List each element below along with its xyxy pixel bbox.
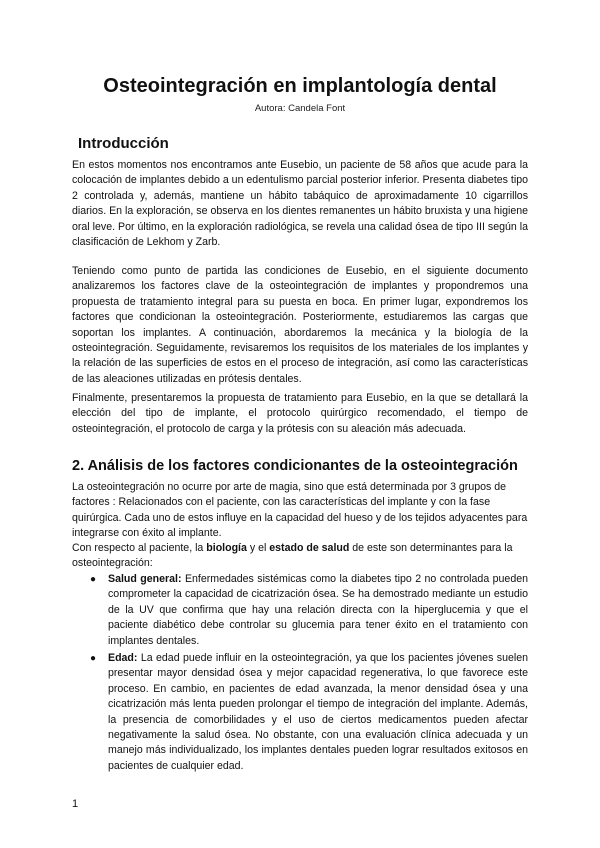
intro-paragraph-1: En estos momentos nos encontramos ante Eusebio, un paciente de 58 años que acude para la colocación de implantes debido a un edentulismo parcial posterior inferior. Presenta diabetes tipo 2 controlada y, además, mantiene un hábito tabáquico de aproximadamente 10 cigarrillos diarios. En la exploración, se observa en los dientes remanentes un hábito bruxista y una higiene oral leve. Por último, en la exploración radiológica, se revela una calidad ósea de tipo III según la clasificación de Lekhom y Zarb.	[72, 159, 528, 249]
section-2-heading: 2. Análisis de los factores condicionantes de la osteointegración	[72, 458, 518, 474]
bullet-text: La edad puede influir en la osteointegración, ya que los pacientes jóvenes suelen presentar mayor densidad ósea y mejor capacidad regenerativa, lo que favorece este proceso. En cambio, en pacientes de edad avanzada, la menor densidad ósea y una cicatrización más lenta pueden prolongar el tiempo de integración del implante. Además, la presencia de comorbilidades y el uso de ciertos medicamentos pueden afectar negativamente la salud ósea. No obstante, con una evaluación clínica adecuada y un manejo más individualizado, los implantes dentales pueden lograr resultados exitosos en pacientes de cualquier edad.	[108, 652, 528, 772]
list-item	[72, 651, 528, 774]
bullet-label: Salud general:	[108, 573, 182, 585]
bold-term-estado-de-salud: estado de salud	[269, 542, 350, 554]
intro-heading: Introducción	[78, 135, 169, 152]
intro-paragraph-3: Finalmente, presentaremos la propuesta de tratamiento para Eusebio, en la que se detallará la elección del tipo de implante, el protocolo quirúrgico recomendado, el tiempo de osteointegración, el protocolo de carga y la prótesis con su aleación más adecuada.	[72, 392, 528, 435]
list-item	[72, 572, 528, 649]
bullet-icon: ●	[90, 574, 97, 585]
bullet-icon: ●	[90, 653, 97, 665]
factor-bullet-list	[72, 572, 528, 776]
section-2-paragraph-2	[72, 541, 528, 572]
bullet-label: Edad:	[108, 652, 138, 665]
bold-term-biologia: biología	[206, 542, 247, 554]
bullet-text: Enfermedades sistémicas como la diabetes tipo 2 no controlada pueden comprometer la capacidad de cicatrización ósea. Se ha demostrado mediante un estudio de la UV que confirma que hay una relación directa con la hiperglucemia y que el paciente diabético debe controlar su glucemia para tener éxito en el tratamiento con implantes dentales.	[108, 573, 529, 647]
paragraph-text: de este son determinantes para la osteointegración:	[72, 542, 513, 570]
page-number: 1	[72, 798, 79, 810]
paragraph-text: y el	[246, 542, 270, 554]
paragraph-text: Con respecto al paciente, la	[72, 542, 207, 554]
document-author: Autora: Candela Font	[254, 103, 346, 114]
intro-paragraph-2: Teniendo como punto de partida las condiciones de Eusebio, en el siguiente documento analizaremos los factores clave de la osteointegración de implantes y propondremos una propuesta de tratamiento integral para su puesta en boca. En primer lugar, expondremos los factores que condicionan la osteointegración. Posteriormente, estudiaremos las cargas que soportan los implantes. A continuación, abordaremos la mecánica y la biología de la osteointegración. Seguidamente, revisaremos los requisitos de los materiales de los implantes y la relación de las superficies de estos en el proceso de integración, así como las características de las aleaciones utilizadas en prótesis dentales.	[72, 265, 528, 385]
section-2-paragraph-1: La osteointegración no ocurre por arte de magia, sino que está determinada por 3 grupos de factores : Relacionados con el paciente, con las características del implante y con la fase quirúrgica. Cada uno de estos influye en la capacidad del hueso y de los tejidos adyacentes para integrarse con éxito al implante.	[72, 481, 528, 540]
document-title: Osteointegración en implantología dental	[103, 75, 497, 97]
